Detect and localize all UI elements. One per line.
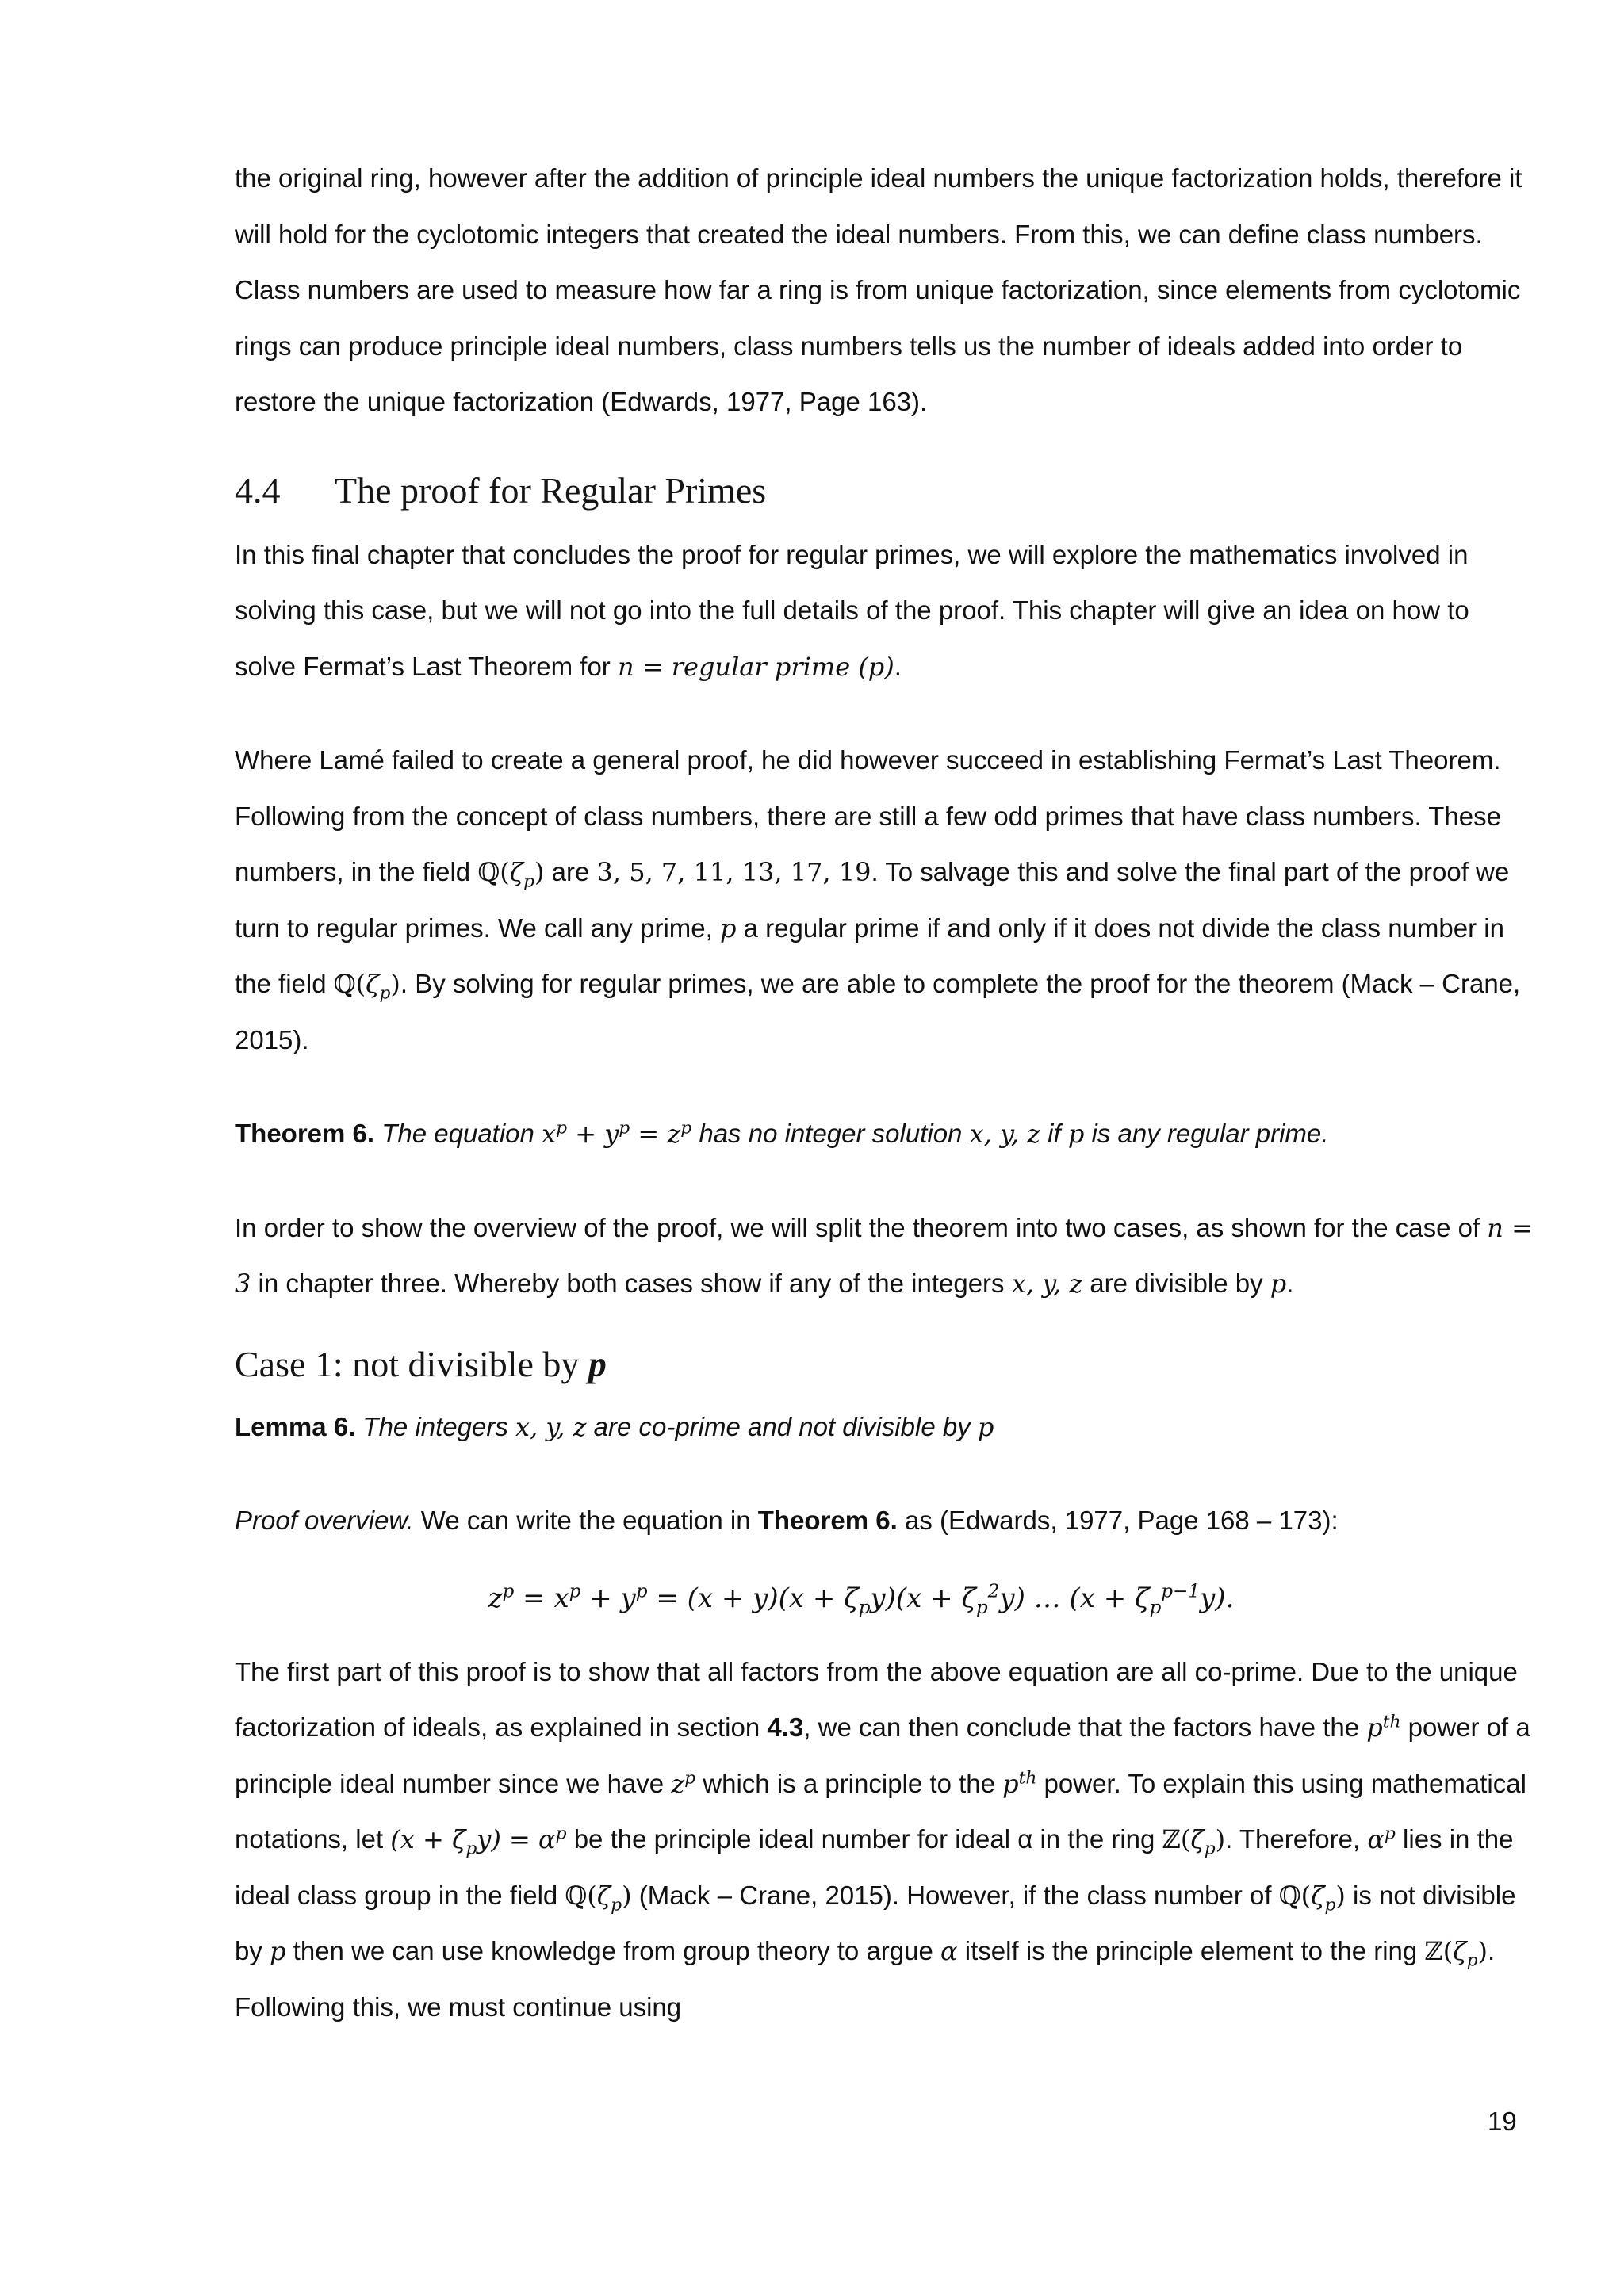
fermat-equation: $x^p + y^p = z^p$ [542, 1118, 692, 1149]
first-part-p: p [270, 1936, 286, 1966]
alpha-to-p: $\alpha^p$ [1367, 1823, 1396, 1854]
lemma-p: p [977, 1411, 994, 1442]
first-part-text-11: then we can use knowledge from group theory to argue [285, 1936, 941, 1965]
page-content [235, 151, 1535, 2035]
lemma-label: Lemma 6. [235, 1411, 356, 1441]
theorem-6 [235, 1106, 1535, 1162]
case-1-heading [235, 1334, 1535, 1395]
alpha: α [940, 1936, 958, 1966]
ring-z-zeta-1: $ℤ(\zeta_p)$ [1162, 1824, 1226, 1859]
proof-overview-text-2: as (Edwards, 1977, Page 168 – 173): [897, 1506, 1339, 1535]
lame-text-3: . To salvage this and solve the final part of the proof we turn to regular primes. We call any prime, [235, 857, 1510, 943]
section-heading [235, 462, 1535, 519]
theorem-text-4: is any regular prime. [1084, 1119, 1329, 1148]
theorem-text-2: has no integer solution [691, 1119, 970, 1148]
field-q-zeta-3: $ℚ(\zeta_p)$ [565, 1880, 632, 1915]
field-q-zeta-4: $ℚ(\zeta_p)$ [1278, 1880, 1346, 1915]
first-part-text-12: itself is the principle element to the ring [957, 1936, 1425, 1965]
page-number: 19 [1488, 2107, 1517, 2136]
final-chapter-paragraph [235, 527, 1535, 695]
prime-p: p [719, 913, 737, 943]
ring-z-zeta-2: $ℤ(\zeta_p)$ [1424, 1936, 1488, 1971]
first-part-text-7: . Therefore, [1225, 1824, 1368, 1854]
first-part-text-8: lies in the ideal class group in the field [235, 1824, 1514, 1910]
regular-prime-formula: n = regular prime (p) [617, 651, 894, 682]
first-part-text-4: which is a principle to the [695, 1768, 1003, 1798]
first-part-text-6: be the principle ideal number for ideal α in the ring [566, 1824, 1162, 1854]
lemma-text-1: The integers [355, 1411, 516, 1441]
lemma-vars: x, y, z [515, 1411, 587, 1442]
field-q-zeta-2: $ℚ(\zeta_p)$ [333, 969, 400, 1004]
lame-text-4: a regular prime if and only if it does not divide the class number in the field [235, 913, 1504, 998]
first-part-text-13: . Following this, we must continue using [235, 1936, 1496, 2022]
odd-primes-list: 3, 5, 7, 11, 13, 17, 19 [596, 857, 871, 887]
first-part-text-5: power. To explain this using mathematical notations, let [235, 1768, 1526, 1854]
overview-p: p [1270, 1269, 1287, 1299]
overview-text-1: In order to show the overview of the proof, we will split the theorem into two cases, as shown for the case of [235, 1212, 1488, 1242]
section-number: 4.4 [235, 469, 281, 511]
p-th-2: $p^{th}$ [1002, 1767, 1037, 1799]
first-part-paragraph [235, 1644, 1535, 2036]
lemma-6 [235, 1399, 1535, 1456]
theorem-vars: x, y, z [969, 1119, 1040, 1149]
lemma-text-2: are co-prime and not divisible by [586, 1411, 978, 1441]
field-q-zeta-1: $ℚ(\zeta_p)$ [477, 857, 545, 892]
overview-paragraph [235, 1200, 1535, 1312]
case-1-title: Case 1: not divisible by [235, 1343, 588, 1384]
proof-overview-label: Proof overview. [235, 1506, 414, 1535]
final-chapter-end: . [894, 651, 902, 681]
p-th-1: $p^{th}$ [1366, 1712, 1401, 1743]
factor-equation: $(x + \zeta_py) = \alpha^p$ [390, 1823, 567, 1859]
theorem-text-1: The equation [374, 1119, 542, 1148]
lame-text-5: . By solving for regular primes, we are able to complete the proof for the theorem (Mack – Crane, 2015). [235, 969, 1521, 1054]
overview-text-3: are divisible by [1082, 1269, 1270, 1298]
theorem-p: p [1067, 1119, 1085, 1149]
theorem-reference: Theorem 6. [757, 1506, 898, 1535]
section-title: The proof for Regular Primes [335, 469, 767, 511]
first-part-text-10: is not divisible by [235, 1880, 1516, 1965]
lame-text-2: are [544, 857, 597, 886]
lame-paragraph [235, 733, 1535, 1068]
display-equation: $z^p = x^p + y^p = (x + y)(x + \zeta_py)(x + \zeta_p^2y)$ … $(x + \zeta_p^{p-1}y)$. [488, 1581, 1235, 1618]
first-part-text-3: power of a principle ideal number since we have [235, 1712, 1530, 1798]
overview-text-2: in chapter three. Whereby both cases show if any of the integers [251, 1269, 1012, 1298]
n-equals-3: n = 3 [235, 1212, 1533, 1299]
theorem-label: Theorem 6. [235, 1119, 375, 1148]
overview-vars: x, y, z [1011, 1269, 1083, 1299]
overview-text-4: . [1286, 1269, 1294, 1298]
proof-overview-text-1: We can write the equation in [413, 1506, 758, 1535]
z-to-p: $z^p$ [671, 1767, 696, 1799]
intro-paragraph: the original ring, however after the addition of principle ideal numbers the unique factorization holds, therefore it will hold for the cyclotomic integers that created the ideal numbers. From this, we can define class numbers. Class numbers are used to measure how far a ring is from unique factorization, since elements from cyclotomic rings can produce principle ideal numbers, class numbers tells us the number of ideals added into order to restore the unique factorization (Edwards, 1977, Page 163). [235, 163, 1522, 416]
first-part-text-2: , we can then conclude that the factors have the [803, 1712, 1367, 1742]
section-reference: 4.3 [767, 1712, 804, 1742]
final-chapter-text: In this final chapter that concludes the proof for regular primes, we will explore the mathematics involved in solving this case, but we will not go into the full details of the proof. This chapter will give an idea on how to solve Fermat’s Last Theorem for [235, 539, 1469, 681]
case-1-p: p [588, 1343, 607, 1384]
theorem-text-3: if [1040, 1119, 1068, 1148]
proof-overview [235, 1493, 1535, 1549]
first-part-text-9: (Mack – Crane, 2015). However, if the class number of [631, 1880, 1279, 1910]
first-part-text-1: The first part of this proof is to show that all factors from the above equation are all co-prime. Due to the unique factorization of ideals, as explained in section [235, 1656, 1518, 1742]
lame-text-1: Where Lamé failed to create a general proof, he did however succeed in establishing Fermat’s Last Theorem. Following from the concept of class numbers, there are still a few odd primes that have class numbers. These numbers, in the field [235, 745, 1501, 886]
